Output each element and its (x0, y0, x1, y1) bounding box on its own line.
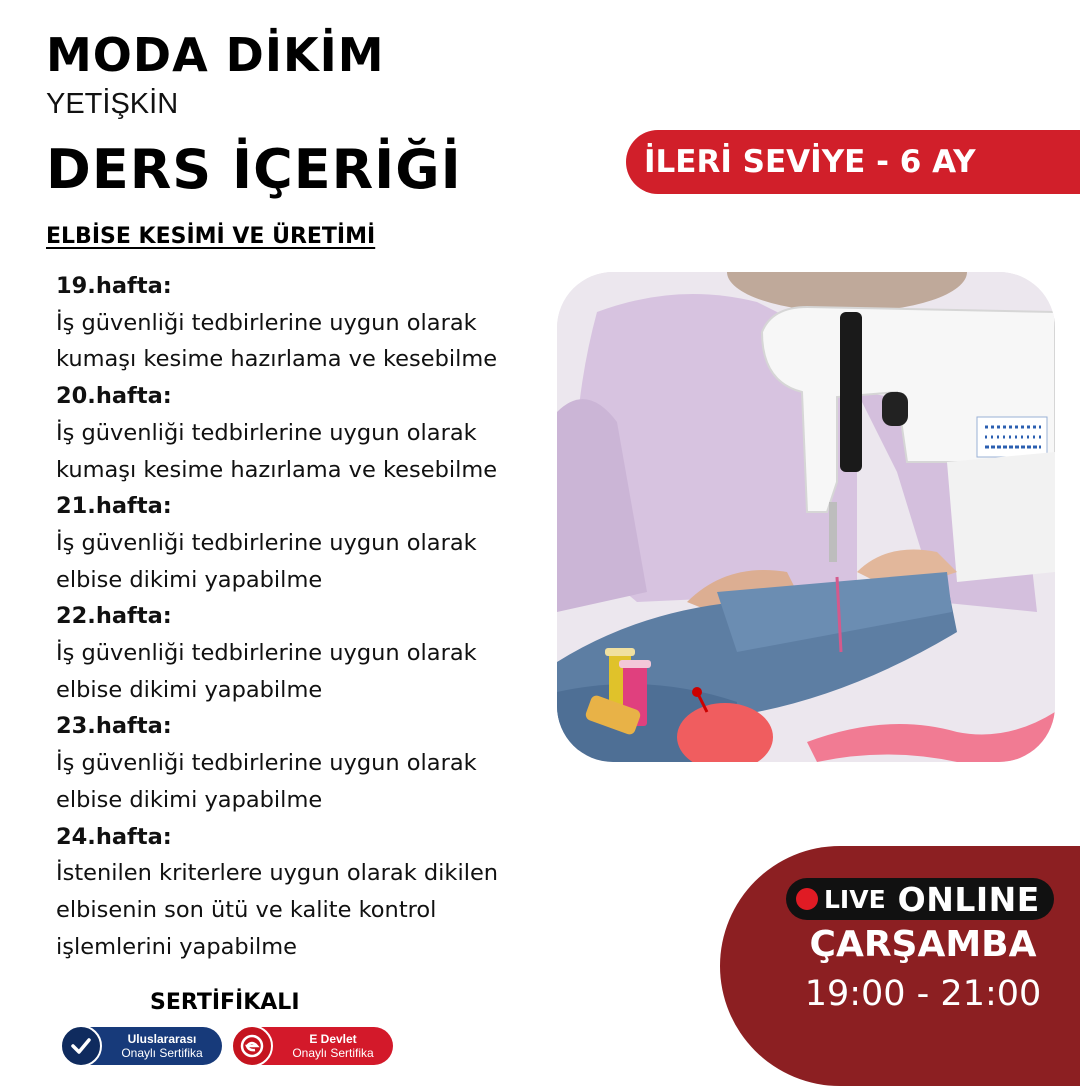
week-description: İş güvenliği tedbirlerine uygun olarak kumaşı kesime hazırlama ve kesebilme (56, 309, 498, 373)
sewing-machine-photo (557, 272, 1055, 762)
week-item (56, 708, 556, 818)
course-subtitle: YETİŞKİN (46, 88, 179, 120)
week-label: 20.hafta: (56, 383, 172, 410)
international-certificate-line1: Uluslararası (127, 1032, 197, 1046)
edevlet-logo-icon (231, 1025, 273, 1067)
certificate-title: SERTİFİKALI (150, 990, 300, 1015)
course-title: MODA DİKİM (46, 28, 385, 82)
week-list (56, 268, 556, 965)
level-badge: İLERİ SEVİYE - 6 AY (626, 130, 1080, 194)
week-item (56, 378, 556, 488)
class-time: 19:00 - 21:00 (804, 974, 1042, 1014)
edevlet-certificate-badge (233, 1027, 393, 1065)
check-icon (60, 1025, 102, 1067)
live-label: LIVE (824, 884, 886, 914)
sewing-photo-illustration (557, 272, 1055, 762)
online-label: ONLINE (897, 879, 1040, 919)
live-online-pill (786, 878, 1054, 920)
week-item (56, 819, 556, 966)
edevlet-certificate-line2: Onaylı Sertifika (292, 1046, 374, 1060)
international-certificate-badge (62, 1027, 222, 1065)
week-label: 19.hafta: (56, 273, 172, 299)
week-description: İş güvenliği tedbirlerine uygun olarak elbise dikimi yapabilme (56, 640, 477, 703)
section-heading: ELBİSE KESİMİ VE ÜRETİMİ (46, 224, 376, 249)
week-label: 23.hafta: (56, 713, 172, 740)
class-day: ÇARŞAMBA (809, 924, 1037, 965)
live-dot-icon (796, 888, 818, 910)
week-label: 21.hafta: (56, 493, 172, 520)
international-certificate-line2: Onaylı Sertifika (121, 1046, 203, 1060)
week-description: İstenilen kriterlere uygun olarak dikilen elbisenin son ütü ve kalite kontrol işlemlerini yapabilme (56, 860, 499, 960)
week-description: İş güvenliği tedbirlerine uygun olarak elbise dikimi yapabilme (56, 529, 477, 593)
week-description: İş güvenliği tedbirlerine uygun olarak elbise dikimi yapabilme (56, 750, 477, 813)
week-label: 24.hafta: (56, 823, 172, 850)
week-item (56, 488, 556, 598)
week-label: 22.hafta: (56, 603, 172, 630)
week-item (56, 268, 556, 378)
content-title: DERS İÇERİĞİ (46, 138, 462, 201)
week-description: İş güvenliği tedbirlerine uygun olarak kumaşı kesime hazırlama ve kesebilme (56, 419, 498, 483)
week-item (56, 598, 556, 708)
edevlet-certificate-line1: E Devlet (309, 1032, 357, 1046)
